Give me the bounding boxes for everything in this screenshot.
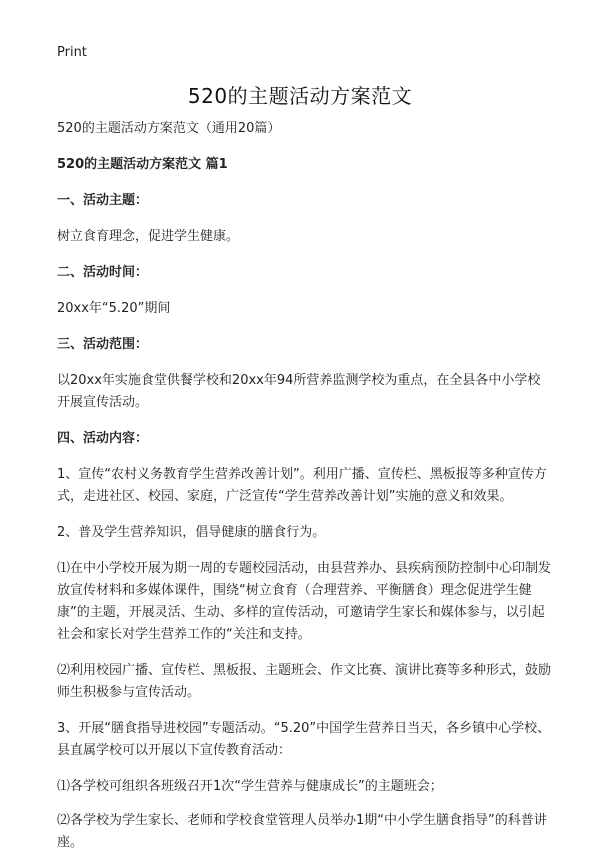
print-label: Print: [57, 45, 87, 60]
content-item-2: 2、普及学生营养知识，倡导健康的膳食行为。: [57, 525, 326, 540]
section-heading-time: 二、活动时间：: [57, 265, 149, 280]
content-item-2-1: ⑴在中小学校开展为期一周的专题校园活动，由县营养办、县疾病预防控制中心印制发放宣传材料和多媒体课件，围绕“树立食育（合理营养、平衡膳食）理念促进学生健康”的主题，开展灵活、生动、多样的宣传活动，可邀请学生家长和媒体参与，以引起社会和家长对学生营养工作的“关注和支持。: [57, 561, 552, 642]
content-item-1: 1、宣传“农村义务教育学生营养改善计划”。利用广播、宣传栏、黑板报等多种宣传方式，走进社区、校园、家庭，广泛宣传“学生营养改善计划”实施的意义和效果。: [57, 467, 547, 504]
content-item-3: 3、开展“膳食指导进校园”专题活动。“5.20”中国学生营养日当天，各乡镇中心学校、县直属学校可以开展以下宣传教育活动：: [57, 721, 551, 758]
section-heading-theme: 一、活动主题：: [57, 193, 149, 208]
section-heading-scope: 三、活动范围：: [57, 337, 149, 352]
document-title: 520的主题活动方案范文: [187, 84, 413, 108]
content-item-3-1: ⑴各学校可组织各班级召开1次“学生营养与健康成长”的主题班会；: [57, 779, 443, 794]
content-item-2-2: ⑵利用校园广播、宣传栏、黑板报、主题班会、作文比赛、演讲比赛等多种形式，鼓励师生积极参与宣传活动。: [57, 663, 552, 700]
section-text-theme: 树立食育理念，促进学生健康。: [57, 229, 240, 244]
article-heading: 520的主题活动方案范文 篇1: [57, 157, 228, 172]
section-text-time: 20xx年“5.20”期间: [57, 301, 171, 316]
document-body: [57, 118, 552, 866]
section-heading-content: 四、活动内容：: [57, 431, 149, 446]
document-subtitle: 520的主题活动方案范文（通用20篇）: [57, 121, 281, 136]
content-item-3-2: ⑵各学校为学生家长、老师和学校食堂管理人员举办1期“中小学生膳食指导”的科普讲座。: [57, 813, 547, 850]
section-text-scope: 以20xx年实施食堂供餐学校和20xx年94所营养监测学校为重点，在全县各中小学校开展宣传活动。: [57, 373, 541, 410]
